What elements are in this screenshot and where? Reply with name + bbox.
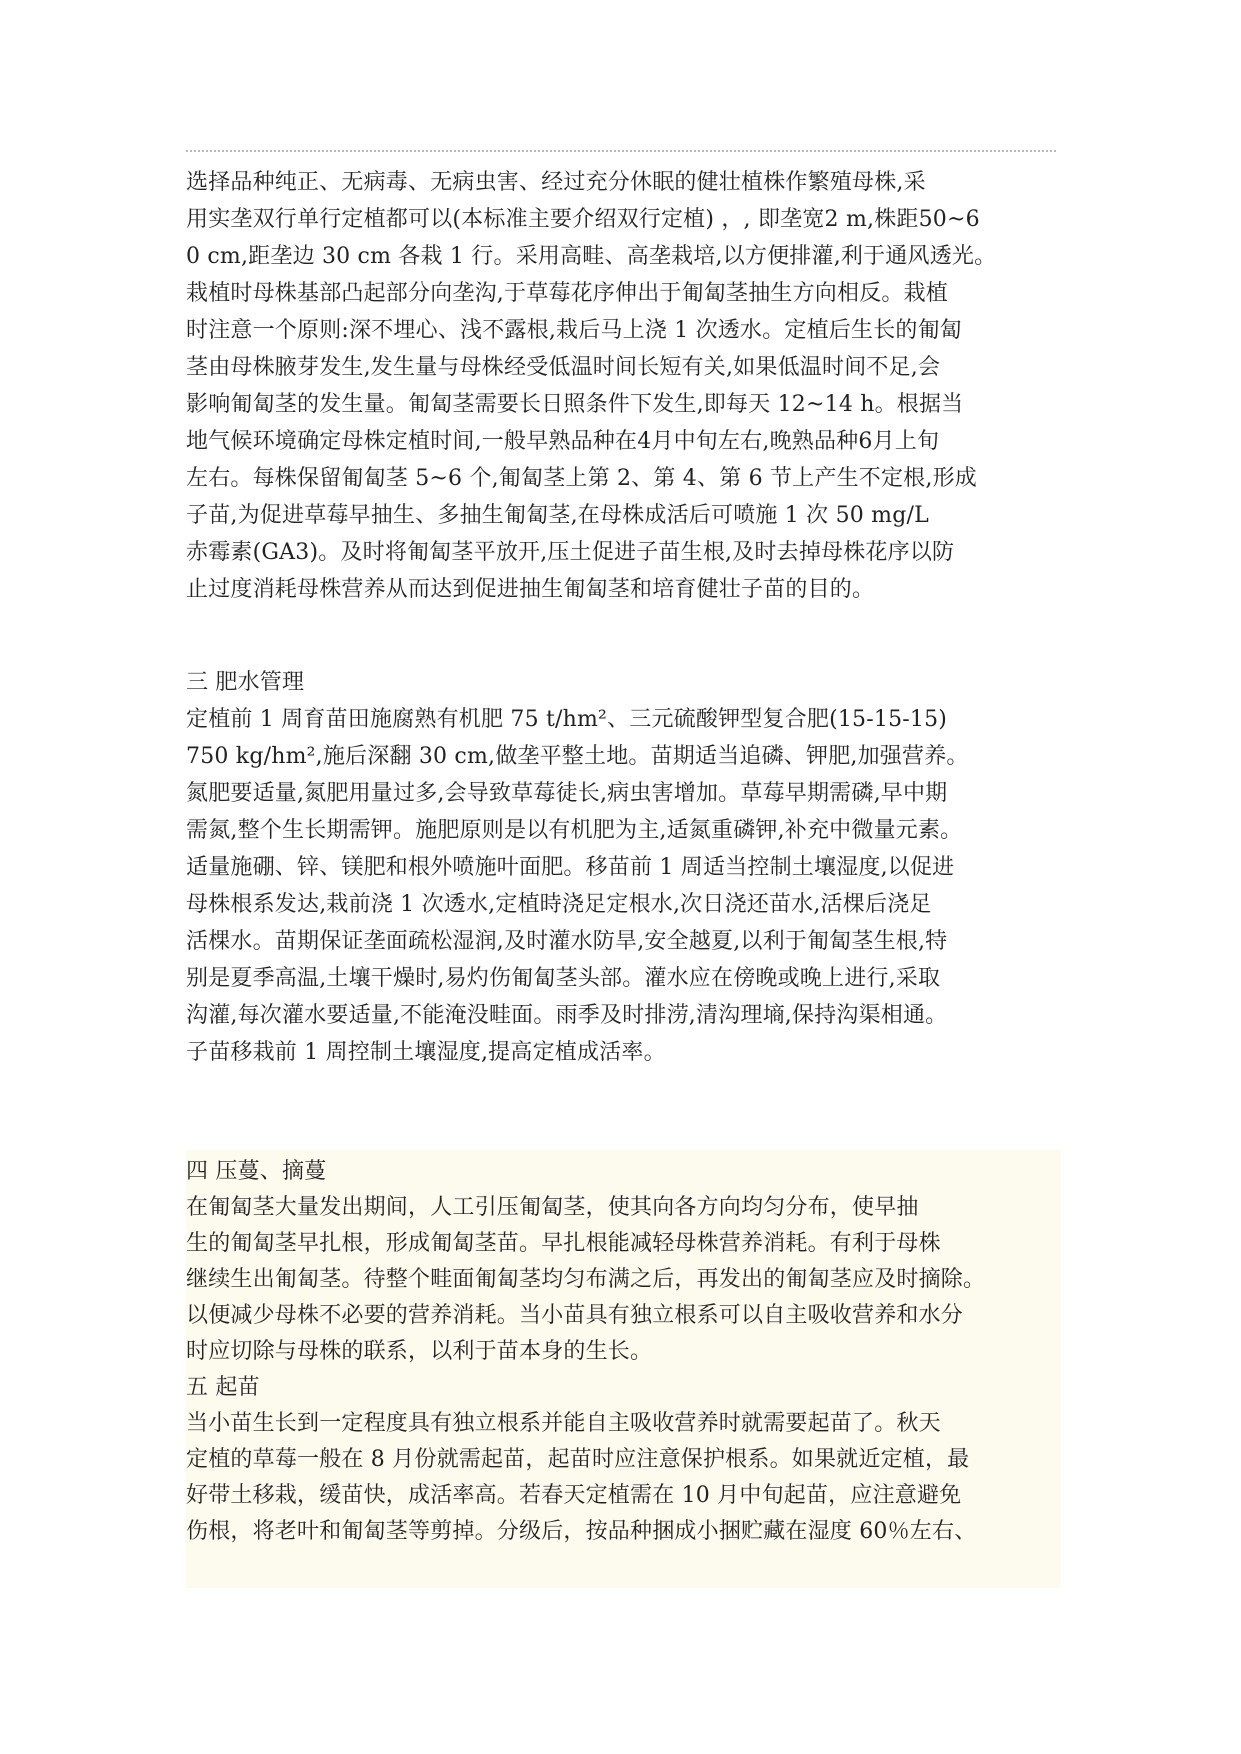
paragraph-line: 0 cm,距垄边 30 cm 各栽 1 行。采用高畦、高垄栽培,以方便排灌,利于通风透光。 xyxy=(186,244,997,269)
section-heading: 四 压蔓、摘蔓 xyxy=(186,1159,327,1184)
paragraph-line: 别是夏季高温,土壤干燥时,易灼伤匍匐茎头部。灌水应在傍晚或晚上进行,采取 xyxy=(186,966,941,991)
paragraph-line: 时注意一个原则:深不埋心、浅不露根,栽后马上浇 1 次透水。定植后生长的匍匐 xyxy=(186,318,962,343)
paragraph-line: 用实垄双行单行定植都可以(本标准主要介绍双行定植) ，, 即垄宽2 m,株距50~6 xyxy=(186,207,980,232)
paragraph-line: 氮肥要适量,氮肥用量过多,会导致草莓徒长,病虫害增加。草莓早期需磷,早中期 xyxy=(186,781,948,806)
paragraph-line: 止过度消耗母株营养从而达到促进抽生匍匐茎和培育健壮子苗的目的。 xyxy=(186,577,875,602)
paragraph-line: 母株根系发达,栽前浇 1 次透水,定植時浇足定根水,次日浇还苗水,活棵后浇足 xyxy=(186,892,932,917)
paragraph-line: 赤霉素(GA3)。及时将匍匐茎平放开,压土促进子苗生根,及时去掉母株花序以防 xyxy=(186,540,955,565)
paragraph-line: 定植的草莓一般在 8 月份就需起苗，起苗时应注意保护根系。如果就近定植，最 xyxy=(186,1447,970,1472)
paragraph-line: 当小苗生长到一定程度具有独立根系并能自主吸收营养时就需要起苗了。秋天 xyxy=(186,1411,941,1436)
section-heading: 三 肥水管理 xyxy=(186,670,305,695)
paragraph-line: 定植前 1 周育苗田施腐熟有机肥 75 t/hm²、三元硫酸钾型复合肥(15-15-15) xyxy=(186,707,948,732)
paragraph-line: 子苗,为促进草莓早抽生、多抽生匍匐茎,在母株成活后可喷施 1 次 50 mg/L xyxy=(186,503,929,528)
paragraph-line: 茎由母株腋芽发生,发生量与母株经受低温时间长短有关,如果低温时间不足,会 xyxy=(186,355,941,380)
paragraph-line: 沟灌,每次灌水要适量,不能淹没畦面。雨季及时排涝,清沟理墒,保持沟渠相通。 xyxy=(186,1003,948,1028)
paragraph-line: 时应切除与母株的联系，以利于苗本身的生长。 xyxy=(186,1339,653,1364)
paragraph-line: 需氮,整个生长期需钾。施肥原则是以有机肥为主,适氮重磷钾,补充中微量元素。 xyxy=(186,818,963,843)
section-heading: 五 起苗 xyxy=(186,1375,260,1400)
paragraph-line: 在匍匐茎大量发出期间，人工引压匍匐茎，使其向各方向均匀分布，使早抽 xyxy=(186,1195,919,1220)
paragraph-line: 继续生出匍匐茎。待整个畦面匍匐茎均匀布满之后，再发出的匍匐茎应及时摘除。 xyxy=(186,1267,986,1292)
paragraph-line: 左右。每株保留匍匐茎 5~6 个,匍匐茎上第 2、第 4、第 6 节上产生不定根,形成 xyxy=(186,466,977,491)
paragraph-line: 好带土移栽，缓苗快，成活率高。若春天定植需在 10 月中旬起苗，应注意避免 xyxy=(186,1483,962,1508)
paragraph-line: 750 kg/hm²,施后深翻 30 cm,做垄平整土地。苗期适当追磷、钾肥,加强营养。 xyxy=(186,744,969,769)
paragraph-line: 地气候环境确定母株定植时间,一般早熟品种在4月中旬左右,晚熟品种6月上旬 xyxy=(186,429,940,454)
paragraph-line: 选择品种纯正、无病毒、无病虫害、经过充分休眠的健壮植株作繁殖母株,采 xyxy=(186,170,926,195)
dotted-divider xyxy=(186,150,1056,152)
paragraph-line: 伤根，将老叶和匍匐茎等剪掉。分级后，按品种捆成小捆贮藏在湿度 60％左右、 xyxy=(186,1519,977,1544)
paragraph-line: 影响匍匐茎的发生量。匍匐茎需要长日照条件下发生,即每天 12~14 h。根据当 xyxy=(186,392,964,417)
paragraph-line: 子苗移栽前 1 周控制土壤湿度,提高定植成活率。 xyxy=(186,1040,666,1065)
paragraph-line: 活棵水。苗期保证垄面疏松湿润,及时灌水防旱,安全越夏,以利于匍匐茎生根,特 xyxy=(186,929,948,954)
paragraph-line: 栽植时母株基部凸起部分向垄沟,于草莓花序伸出于匍匐茎抽生方向相反。栽植 xyxy=(186,281,948,306)
paragraph-line: 以便减少母株不必要的营养消耗。当小苗具有独立根系可以自主吸收营养和水分 xyxy=(186,1303,964,1328)
paragraph-line: 生的匍匐茎早扎根，形成匍匐茎苗。早扎根能减轻母株营养消耗。有利于母株 xyxy=(186,1231,941,1256)
paragraph-line: 适量施硼、锌、镁肥和根外喷施叶面肥。移苗前 1 周适当控制土壤湿度,以促进 xyxy=(186,855,955,880)
